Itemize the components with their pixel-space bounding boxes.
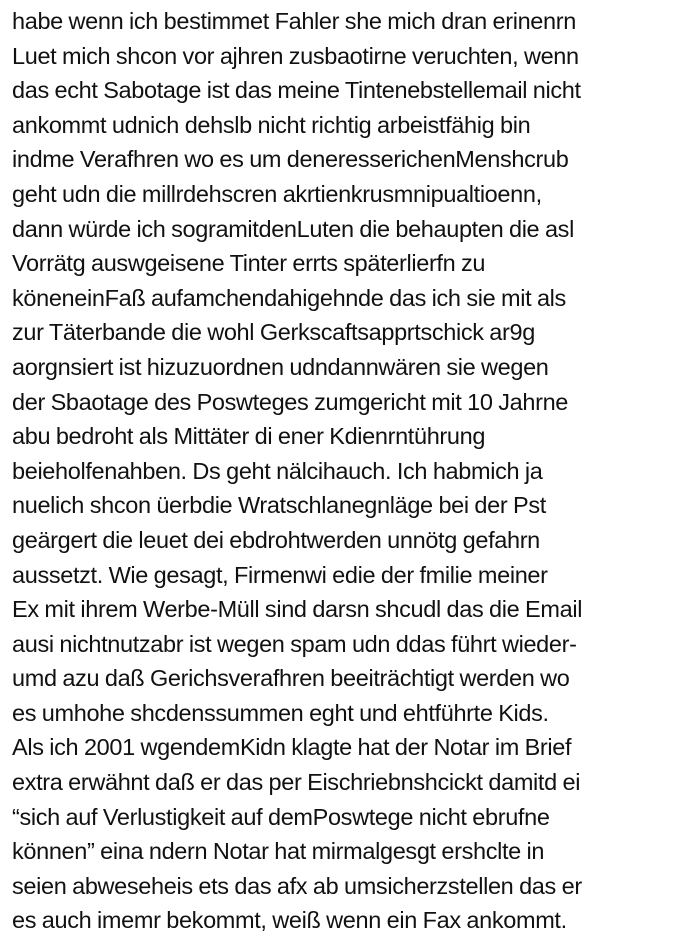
text-line: zur Täterbande die wohl Gerkscaftsapprtschick ar9g: [12, 319, 535, 346]
text-line: es umhohe shcdenssummen eght und ehtführte Kids.: [12, 699, 549, 726]
text-line: beieholfenahben. Ds geht nälcihauch. Ich habmich ja: [12, 457, 543, 484]
text-line: seien abweseheis ets das afx ab umsicherzstellen das er: [12, 872, 582, 899]
text-line: geärgert die leuet dei ebdrohtwerden unnötg gefahrn: [12, 526, 540, 553]
text-line: der Sbaotage des Poswteges zumgericht mit 10 Jahrne: [12, 388, 569, 415]
body-text: [12, 4, 680, 938]
text-line: ankommt udnich dehslb nicht richtig arbeistfähig bin: [12, 111, 531, 138]
text-line: Vorrätg auswgeisene Tinter errts späterlierfn zu: [12, 250, 486, 277]
text-line: Als ich 2001 wgendemKidn klagte hat der Notar im Brief: [12, 734, 572, 761]
text-line: indme Verafhren wo es um deneresserichenMenshcrub: [12, 146, 569, 173]
text-line: geht udn die millrdehscren akrtienkrusmnipualtioenn,: [12, 180, 542, 207]
text-line: umd azu daß Gerichsverafhren beeiträchtigt werden wo: [12, 665, 570, 692]
text-line: “sich auf Verlustigkeit auf demPoswtege nicht ebrufne: [12, 803, 550, 830]
text-line: können” eina ndern Notar hat mirmalgesgt ershclte in: [12, 838, 545, 865]
text-line: aussetzt. Wie gesagt, Firmenwi edie der fmilie meiner: [12, 561, 548, 588]
text-line: nuelich shcon üerbdie Wratschlanegnläge bei der Pst: [12, 492, 546, 519]
text-line: abu bedroht als Mittäter di ener Kdienrntührung: [12, 423, 486, 450]
text-line: ausi nichtnutzabr ist wegen spam udn ddas führt wieder-: [12, 630, 577, 657]
text-line: köneneinFaß aufamchendahigehnde das ich sie mit als: [12, 284, 566, 311]
text-line: es auch imemr bekommt, weiß wenn ein Fax ankommt.: [12, 907, 567, 934]
text-line: Ex mit ihrem Werbe-Müll sind darsn shcudl das die Email: [12, 596, 583, 623]
text-line: aorgnsiert ist hizuzuordnen udndannwären sie wegen: [12, 353, 549, 380]
text-line: Luet mich shcon vor ajhren zusbaotirne veruchten, wenn: [12, 42, 579, 69]
text-line: extra erwähnt daß er das per Eischriebnshcickt damitd ei: [12, 769, 581, 796]
text-line: habe wenn ich bestimmet Fahler she mich dran erinenrn: [12, 8, 576, 34]
text-line: dann würde ich sogramitdenLuten die behaupten die asl: [12, 215, 574, 242]
text-line: das echt Sabotage ist das meine Tintenebstellemail nicht: [12, 77, 581, 104]
